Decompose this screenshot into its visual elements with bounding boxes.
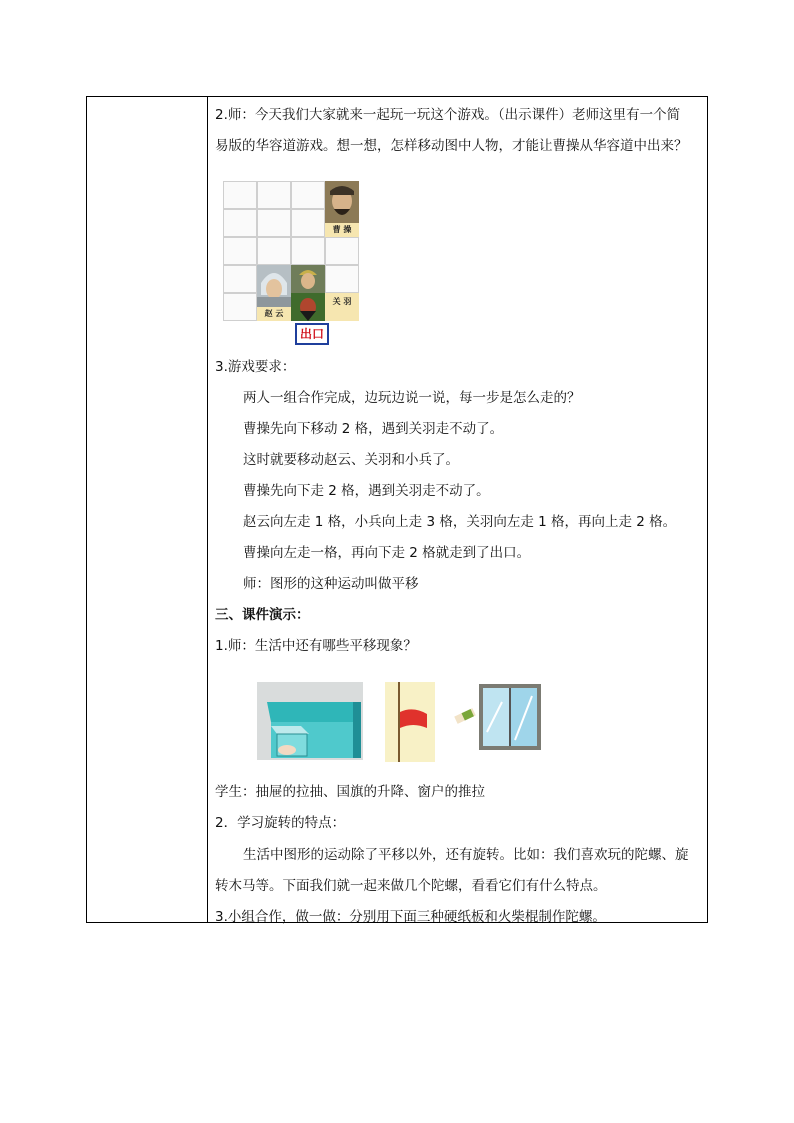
zhaoyun-portrait-icon: [257, 265, 291, 307]
text-line-17: 3.小组合作，做一做：分别用下面三种硬纸板和火柴棍制作陀螺。: [215, 909, 606, 925]
huarongdao-puzzle-image: [223, 181, 363, 341]
flag-icon: [385, 682, 435, 762]
soldier-portrait-icon: [291, 265, 325, 293]
text-line-1: 2.师：今天我们大家就来一起玩一玩这个游戏。（出示课件）老师这里有一个简: [215, 107, 681, 123]
caocao-tile: [325, 181, 359, 237]
text-line-5: 曹操先向下移动 2 格，遇到关羽走不动了。: [243, 421, 504, 437]
text-line-6: 这时就要移动赵云、关羽和小兵了。: [243, 452, 459, 468]
guanyu-label: 关 羽: [325, 293, 359, 321]
drawer-icon: [257, 682, 363, 760]
text-line-14: 2．学习旋转的特点：: [215, 815, 346, 831]
text-line-10: 师：图形的这种运动叫做平移: [243, 576, 419, 592]
text-line-4: 两人一组合作完成，边玩边说一说，每一步是怎么走的？: [243, 390, 581, 406]
text-line-9: 曹操向左走一格，再向下走 2 格就走到了出口。: [243, 545, 531, 561]
drawer-flag-window-illustration: [257, 682, 557, 762]
column-divider: [207, 97, 208, 922]
soldier-tile: [291, 265, 325, 293]
section-heading: 三、课件演示：: [215, 607, 310, 623]
translation-examples-image: [257, 682, 557, 762]
caocao-portrait-icon: [325, 181, 359, 223]
text-line-12: 1.师：生活中还有哪些平移现象？: [215, 638, 417, 654]
exit-label: 出口: [295, 323, 329, 345]
guanyu-portrait-icon: [291, 293, 325, 321]
text-line-13: 学生：抽屉的拉抽、国旗的升降、窗户的推拉: [215, 784, 485, 800]
text-line-8: 赵云向左走 1 格，小兵向上走 3 格，关羽向左走 1 格，再向上走 2 格。: [243, 514, 677, 530]
text-line-7: 曹操先向下走 2 格，遇到关羽走不动了。: [243, 483, 490, 499]
text-line-16: 转木马等。下面我们就一起来做几个陀螺，看看它们有什么特点。: [215, 878, 607, 894]
zhaoyun-label: 赵 云: [257, 307, 291, 321]
caocao-label: 曹 操: [325, 223, 359, 237]
text-line-3: 3.游戏要求：: [215, 359, 296, 375]
lesson-table: [86, 96, 708, 923]
guanyu-tile: [291, 293, 359, 321]
window-icon: [454, 684, 541, 750]
text-line-15: 生活中图形的运动除了平移以外，还有旋转。比如：我们喜欢玩的陀螺、旋: [243, 847, 689, 863]
zhaoyun-tile: [257, 265, 291, 321]
text-line-2: 易版的华容道游戏。想一想，怎样移动图中人物，才能让曹操从华容道中出来？: [215, 138, 688, 154]
